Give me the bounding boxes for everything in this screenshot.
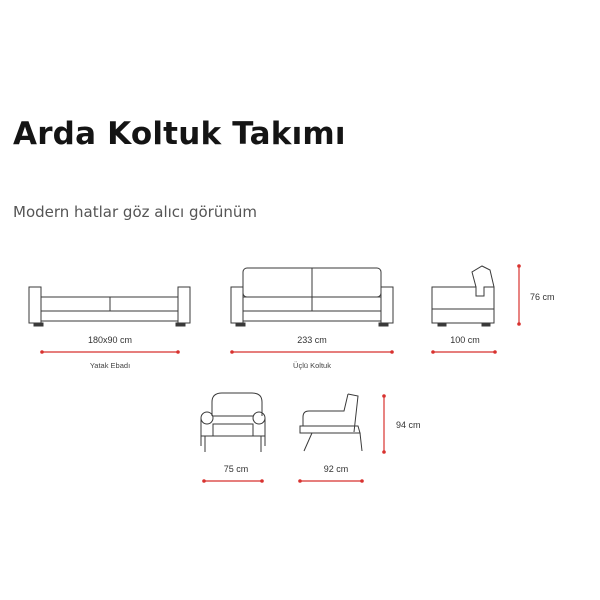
three-seater-sofa-drawing [231, 268, 393, 326]
bed-size-dimension [40, 335, 180, 370]
armchair-depth-dimension [298, 464, 364, 483]
sofa-bed-drawing [29, 287, 190, 326]
armchair-front-drawing [201, 393, 265, 452]
sofa-width-dimension [230, 335, 394, 370]
sofa-depth-label: 100 cm [450, 335, 480, 345]
sofa-side-view-drawing [432, 266, 494, 326]
bed-size-label: 180x90 cm [87, 335, 133, 345]
armchair-depth-label: 92 cm [323, 464, 349, 474]
page-subtitle: Modern hatlar göz alıcı görünüm [13, 203, 257, 221]
armchair-width-label: 75 cm [223, 464, 249, 474]
page-title: Arda Koltuk Takımı [13, 116, 346, 152]
sofa-height-dimension [517, 264, 554, 326]
armchair-side-drawing [300, 394, 362, 451]
sofa-height-label: 76 cm [530, 292, 555, 302]
sofa-width-caption: Üçlü Koltuk [293, 361, 331, 370]
sofa-depth-dimension [431, 335, 497, 354]
armchair-height-label: 94 cm [396, 420, 421, 430]
armchair-width-dimension [202, 464, 264, 483]
armchair-height-dimension [382, 394, 420, 454]
bed-size-caption: Yatak Ebadı [89, 361, 131, 370]
sofa-width-label: 233 cm [297, 335, 327, 345]
